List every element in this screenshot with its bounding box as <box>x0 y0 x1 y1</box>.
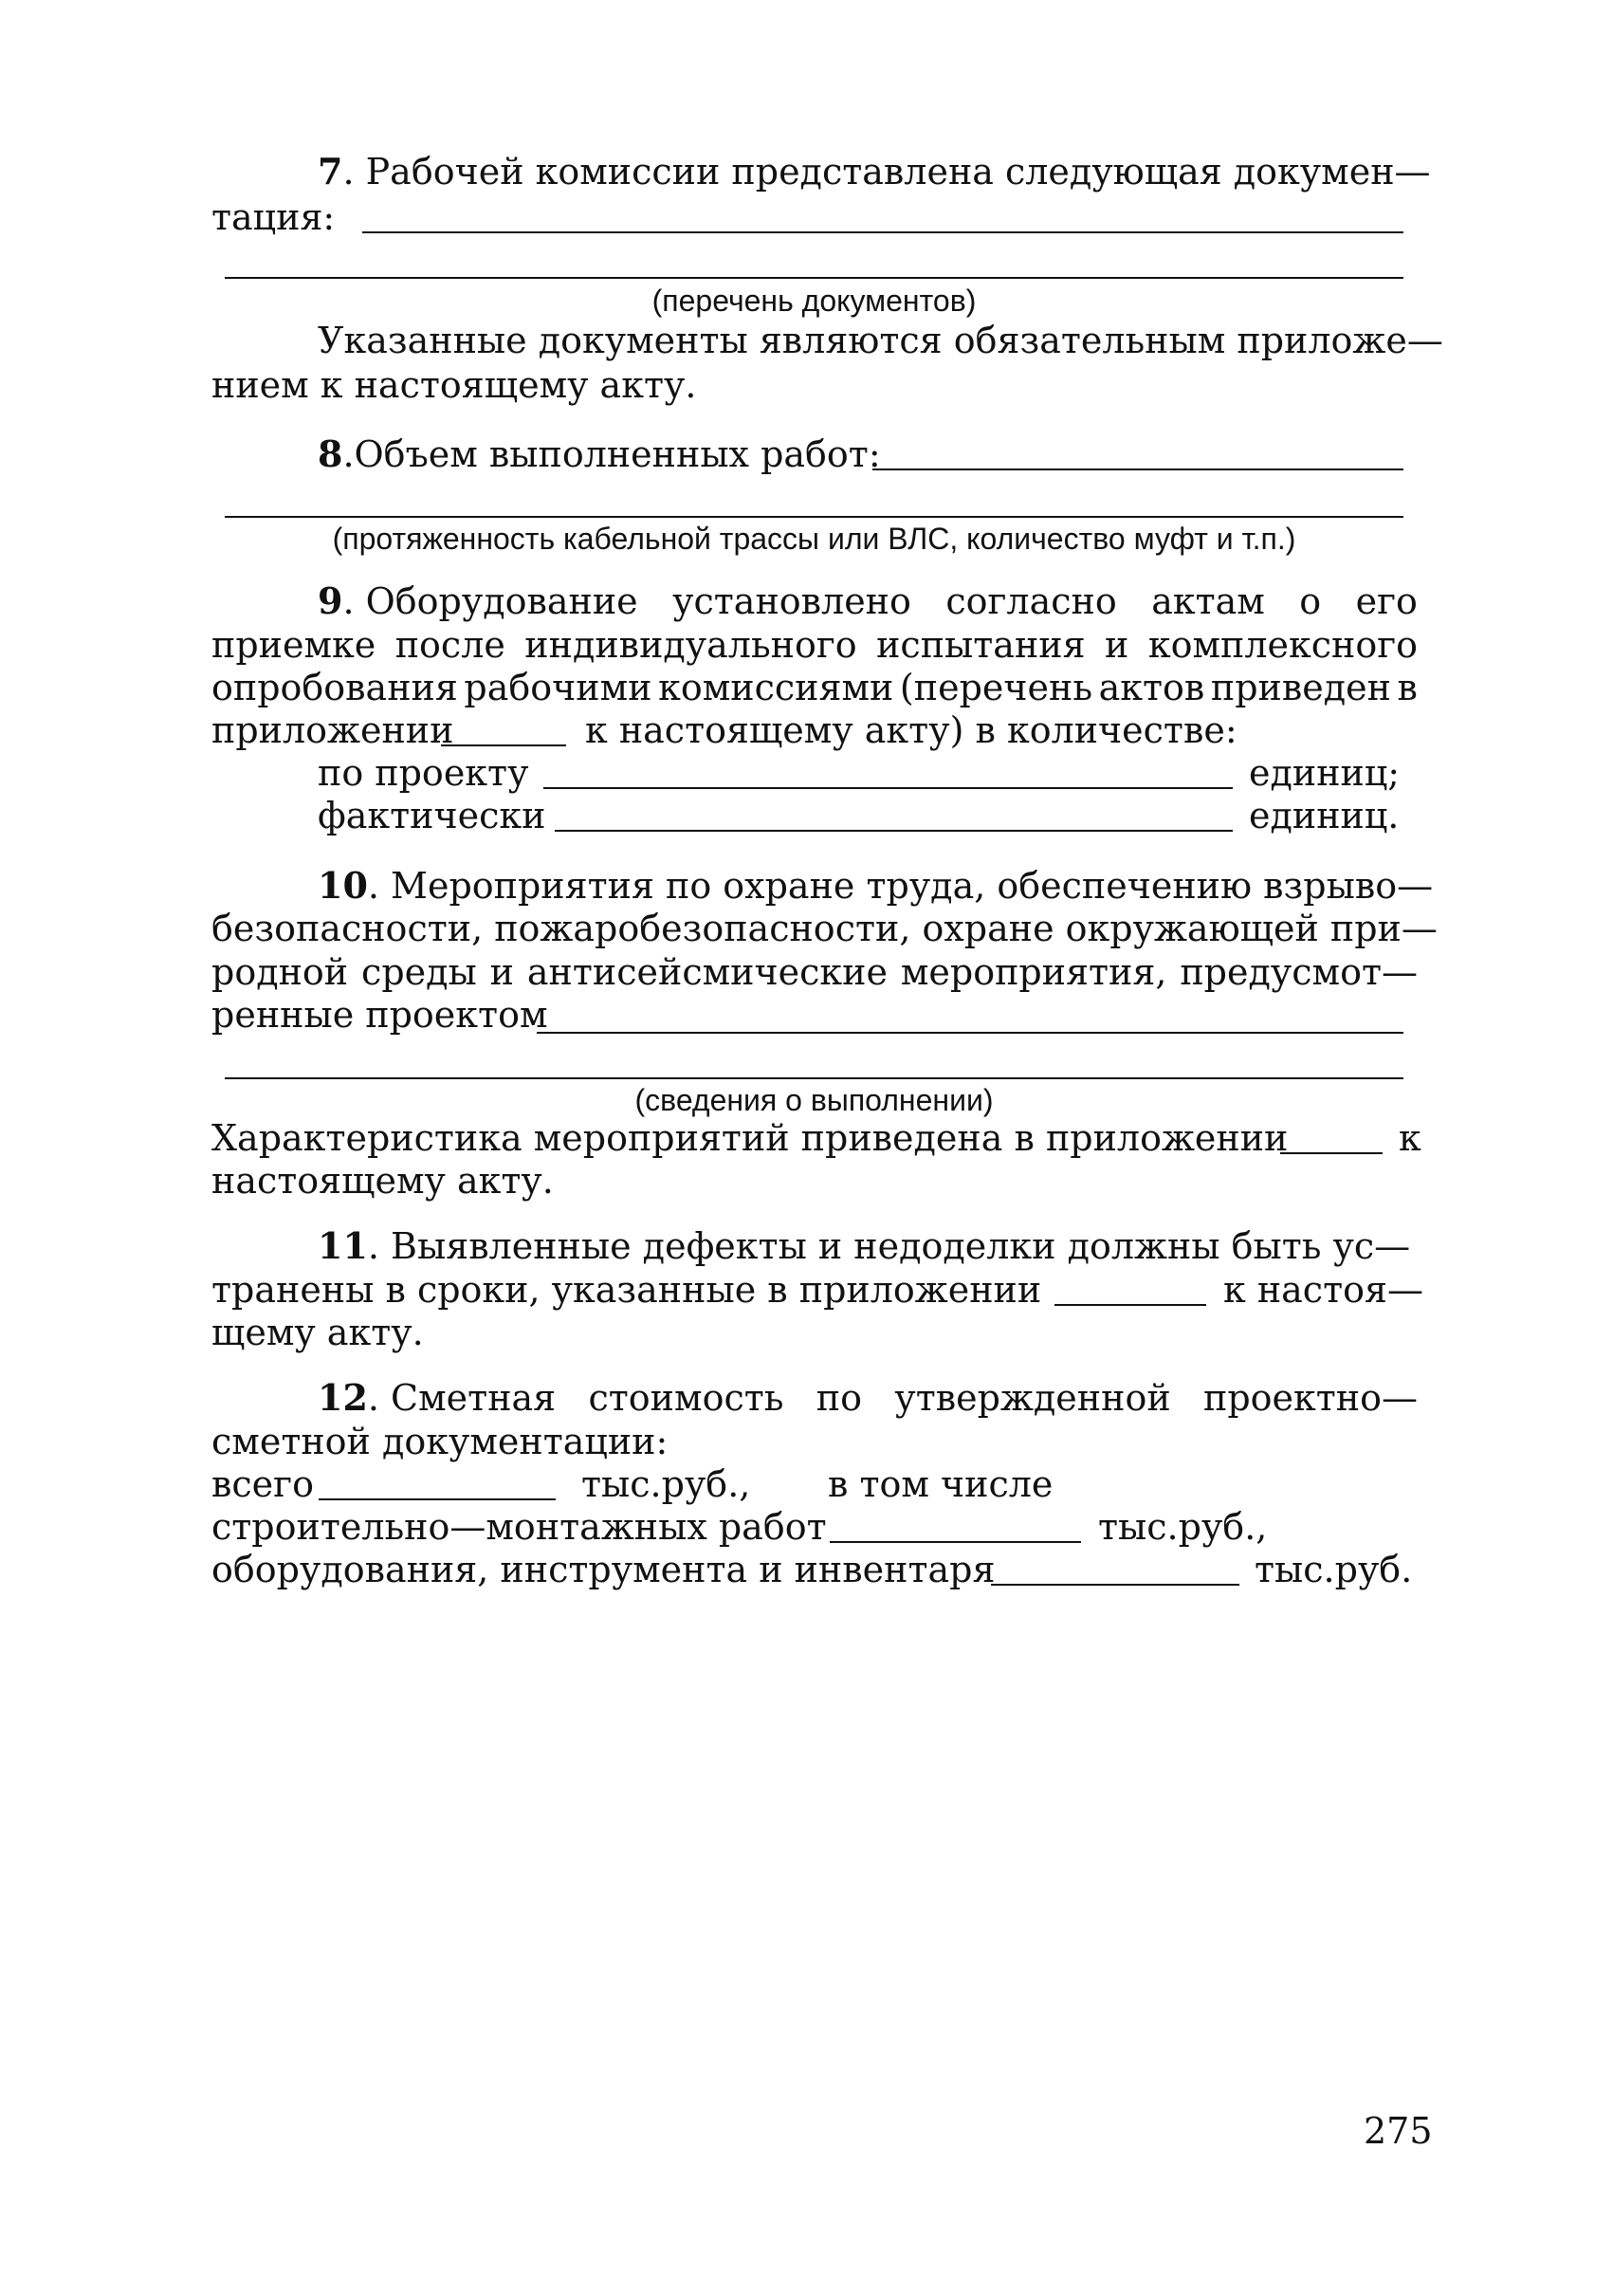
equipment-unit: тыс.руб. <box>1255 1549 1413 1590</box>
measures-char-b: к <box>1399 1117 1421 1159</box>
section-9-number: 9 <box>318 579 343 622</box>
section-10-word: среды <box>361 951 477 993</box>
section-10-word: мероприятия, <box>900 951 1167 993</box>
measures-caption: (сведения о выполнении) <box>634 1083 994 1117</box>
section-7-line-2 <box>211 194 335 240</box>
total-blank[interactable] <box>319 1498 556 1500</box>
actual-unit: единиц. <box>1249 795 1400 836</box>
section-9-word: о <box>1299 580 1322 622</box>
section-10-line-1 <box>318 863 1433 909</box>
section-12-word: утвержденной <box>894 1377 1171 1419</box>
section-7-note-line-2 <box>211 362 696 408</box>
by-project-label: по проекту <box>318 752 529 794</box>
total-label: всего <box>211 1463 314 1505</box>
documents-list-blank-1[interactable] <box>362 231 1403 233</box>
total-unit: тыс.руб., <box>581 1463 751 1505</box>
measures-char-a: Характеристика мероприятий приведена в приложении <box>211 1117 1289 1159</box>
section-9-line-2 <box>211 622 1418 668</box>
section-12-line-2: сметной документации: <box>211 1421 669 1462</box>
section-8-number: 8 <box>318 432 343 475</box>
actual-blank[interactable] <box>555 830 1233 832</box>
actual-label: фактически <box>318 795 546 836</box>
work-volume-blank-1[interactable] <box>872 468 1403 470</box>
section-11-number: 11 <box>318 1224 368 1267</box>
page-number: 275 <box>1364 2110 1433 2152</box>
construction-works-label: строительно—монтажных работ <box>211 1506 827 1548</box>
section-9-line-1 <box>318 579 1418 624</box>
section-11-line-1 <box>318 1223 1410 1269</box>
measures-char-l2: настоящему акту. <box>211 1160 554 1202</box>
section-9-word: комиссиями <box>658 667 894 708</box>
section-9-word: согласно <box>945 580 1117 622</box>
work-volume-caption: (протяженность кабельной трассы или ВЛС, количество муфт и т.п.) <box>332 522 1296 556</box>
including-label: в том числе <box>828 1463 1054 1505</box>
construction-works-unit: тыс.руб., <box>1098 1506 1268 1548</box>
section-9-line-4b: к настоящему акту) в количестве: <box>585 709 1237 751</box>
section-10-number: 10 <box>318 864 368 907</box>
section-11-text: . Выявленные дефекты и недоделки должны быть ус— <box>367 1225 1411 1267</box>
section-9-word: приведен <box>1210 667 1391 708</box>
section-10-word: родной <box>211 951 349 993</box>
section-7-number: 7 <box>318 150 343 193</box>
section-9-l1-first <box>318 579 638 624</box>
section-8-text: .Объем выполненных работ: <box>342 433 881 475</box>
section-10-line-2: безопасности, пожаробезопасности, охране окружающей при— <box>211 908 1438 949</box>
documents-list-blank-2[interactable] <box>225 277 1403 279</box>
section-7-note: Указанные документы являются обязательным приложе— <box>318 320 1443 361</box>
section-9-word: его <box>1355 580 1418 622</box>
section-11-line-2b: к настоя— <box>1223 1269 1423 1311</box>
section-9-word: индивидуального <box>524 624 857 666</box>
section-9-word: установлено <box>672 580 911 622</box>
section-12-word: проектно— <box>1203 1377 1418 1419</box>
equipment-label: оборудования, инструмента и инвентаря <box>211 1549 996 1590</box>
section-10-text: . Мероприятия по охране труда, обеспечению взрыво— <box>367 865 1434 907</box>
by-project-blank[interactable] <box>543 787 1233 789</box>
section-9-word: . Оборудование <box>342 580 638 622</box>
equipment-blank[interactable] <box>991 1584 1239 1586</box>
section-7-text: . Рабочей комиссии представлена следующая докумен— <box>342 151 1431 193</box>
section-12-number: 12 <box>318 1376 368 1419</box>
measures-appendix-blank[interactable] <box>1280 1152 1383 1154</box>
section-9-line-3 <box>211 665 1418 710</box>
section-12-l1-first <box>318 1375 556 1421</box>
section-9-word: приемке <box>211 624 376 666</box>
measures-blank-1[interactable] <box>537 1032 1403 1034</box>
measures-blank-2[interactable] <box>225 1077 1403 1079</box>
section-10-word: антисейсмические <box>526 951 888 993</box>
section-12-word: по <box>816 1377 863 1419</box>
section-10-word: предусмот— <box>1180 951 1418 993</box>
section-12-line-1 <box>318 1375 1418 1421</box>
section-9-word: актам <box>1151 580 1265 622</box>
section-9-word: испытания <box>876 624 1086 666</box>
section-9-word: в <box>1397 667 1418 708</box>
section-7-text-cont: тация: <box>211 196 336 238</box>
by-project-unit: единиц; <box>1249 752 1401 794</box>
section-9-word: после <box>394 624 505 666</box>
section-7-note-cont: нием к настоящему акту. <box>211 364 697 406</box>
section-12-word: . Сметная <box>367 1377 557 1419</box>
section-9-word: опробования <box>211 667 458 708</box>
equipment-appendix-blank[interactable] <box>441 744 566 746</box>
section-7-note-line-1 <box>318 318 1443 363</box>
section-12-word: стоимость <box>588 1377 784 1419</box>
section-9-line-4a: приложении <box>211 709 454 751</box>
section-10-line-4: ренные проектом <box>211 994 548 1036</box>
section-9-word: актов <box>1098 667 1205 708</box>
section-11-line-2a: транены в сроки, указанные в приложении <box>211 1269 1042 1311</box>
section-9-word: (перечень <box>899 667 1093 708</box>
work-volume-blank-2[interactable] <box>225 516 1403 518</box>
section-10-line-3 <box>211 949 1418 995</box>
section-7-line-1 <box>318 149 1431 194</box>
section-9-word: и <box>1105 624 1129 666</box>
section-11-line-3: щему акту. <box>211 1312 424 1353</box>
section-10-word: и <box>489 951 514 993</box>
section-9-word: комплексного <box>1147 624 1418 666</box>
documents-list-caption: (перечень документов) <box>651 284 977 318</box>
defects-appendix-blank[interactable] <box>1054 1304 1206 1306</box>
section-9-word: рабочими <box>464 667 652 708</box>
construction-works-blank[interactable] <box>830 1541 1081 1543</box>
section-8-line-1 <box>318 432 881 477</box>
